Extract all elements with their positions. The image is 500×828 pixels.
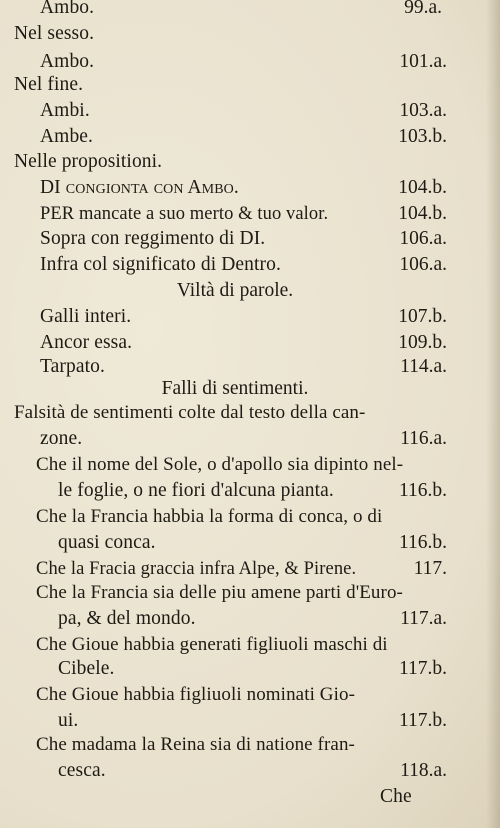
entry-text: Ambi. xyxy=(40,100,90,121)
catchword: Che xyxy=(380,786,412,807)
entry-text: Ambo. xyxy=(40,51,95,72)
entry-ref: 101.a. xyxy=(399,51,447,72)
index-line xyxy=(0,98,500,124)
entry-ref: 116.b. xyxy=(398,532,447,553)
entry-ref: 118.a. xyxy=(400,760,447,781)
index-line xyxy=(0,530,500,556)
index-line xyxy=(0,632,500,658)
index-line xyxy=(0,175,500,201)
index-line xyxy=(0,330,500,356)
index-line xyxy=(0,656,500,682)
entry-text: Che il nome del Sole, o d'apollo sia dipinto nel- xyxy=(36,454,404,475)
entry-text: Che madama la Reina sia di natione fran- xyxy=(36,734,355,755)
index-line xyxy=(0,278,500,304)
entry-text: quasi conca. xyxy=(58,532,156,553)
entry-ref: 107.b. xyxy=(398,306,447,327)
entry-ref: 106.a. xyxy=(399,228,447,249)
entry-text: le foglie, o ne fiori d'alcuna pianta. xyxy=(58,480,334,501)
entry-text: Che Gioue habbia generati figliuoli maschi di xyxy=(36,634,388,655)
entry-ref: 99.a. xyxy=(404,0,442,18)
index-line xyxy=(0,606,500,632)
entry-text: cesca. xyxy=(58,760,106,781)
index-line xyxy=(0,72,500,98)
entry-ref: 117. xyxy=(413,558,447,579)
index-line xyxy=(0,758,500,784)
index-line xyxy=(0,682,500,708)
section-heading: Nel fine. xyxy=(14,74,84,95)
entry-text: Falsità de sentimenti colte dal testo della can- xyxy=(14,402,366,423)
entry-text: Infra col significato di Dentro. xyxy=(40,254,281,275)
entry-text: Che Gioue habbia figliuoli nominati Gio- xyxy=(36,684,356,705)
index-line xyxy=(0,452,500,478)
entry-ref: 103.a. xyxy=(399,100,447,121)
entry-text: DI congionta con Ambo. xyxy=(40,177,239,198)
entry-ref: 104.b. xyxy=(398,177,447,198)
index-line xyxy=(0,252,500,278)
entry-text: Ambo. xyxy=(40,0,95,18)
entry-text: Che la Francia habbia la forma di conca, o di xyxy=(36,506,383,527)
entry-ref: 117.b. xyxy=(398,710,447,731)
entry-text: Ambe. xyxy=(40,126,94,147)
entry-text: ui. xyxy=(58,710,79,731)
index-line xyxy=(0,504,500,530)
entry-text: Sopra con reggimento di DI. xyxy=(40,228,266,249)
index-line xyxy=(0,21,500,47)
index-line xyxy=(0,426,500,452)
entry-text: Cibele. xyxy=(58,658,115,679)
entry-ref: 116.b. xyxy=(398,480,447,501)
index-line xyxy=(0,149,500,175)
entry-ref: 116.a. xyxy=(400,428,447,449)
index-line xyxy=(0,376,500,402)
index-line xyxy=(0,304,500,330)
entry-text: zone. xyxy=(40,428,83,449)
entry-ref: 103.b. xyxy=(398,126,447,147)
entry-ref: 117.a. xyxy=(400,608,447,629)
entry-ref: 117.b. xyxy=(398,658,447,679)
section-heading: Falli di sentimenti. xyxy=(161,378,309,399)
index-line xyxy=(0,556,500,582)
entry-ref: 104.b. xyxy=(398,203,447,224)
entry-ref: 109.b. xyxy=(398,332,447,353)
entry-text: Galli interi. xyxy=(40,306,132,327)
section-heading: Viltà di parole. xyxy=(176,280,294,301)
section-heading: Nelle propositioni. xyxy=(14,151,163,172)
entry-text: Che la Fracia graccia infra Alpe, & Pirene. xyxy=(36,559,357,579)
entry-ref: 114.a. xyxy=(400,356,447,377)
entry-text: PER mancate a suo merto & tuo valor. xyxy=(40,204,329,224)
entry-text: pa, & del mondo. xyxy=(58,608,196,629)
index-line xyxy=(0,732,500,758)
index-line xyxy=(0,708,500,734)
entry-text: Ancor essa. xyxy=(40,332,133,353)
index-line xyxy=(0,226,500,252)
index-line xyxy=(0,201,500,227)
index-line xyxy=(0,124,500,150)
entry-ref: 106.a. xyxy=(399,254,447,275)
index-line xyxy=(0,400,500,426)
index-line xyxy=(0,784,500,810)
entry-text: Tarpato. xyxy=(40,356,105,377)
index-line xyxy=(0,0,500,21)
entry-text: Che la Francia sia delle piu amene parti d'Euro- xyxy=(36,582,403,603)
index-line xyxy=(0,478,500,504)
section-heading: Nel sesso. xyxy=(14,23,95,44)
index-line xyxy=(0,580,500,606)
